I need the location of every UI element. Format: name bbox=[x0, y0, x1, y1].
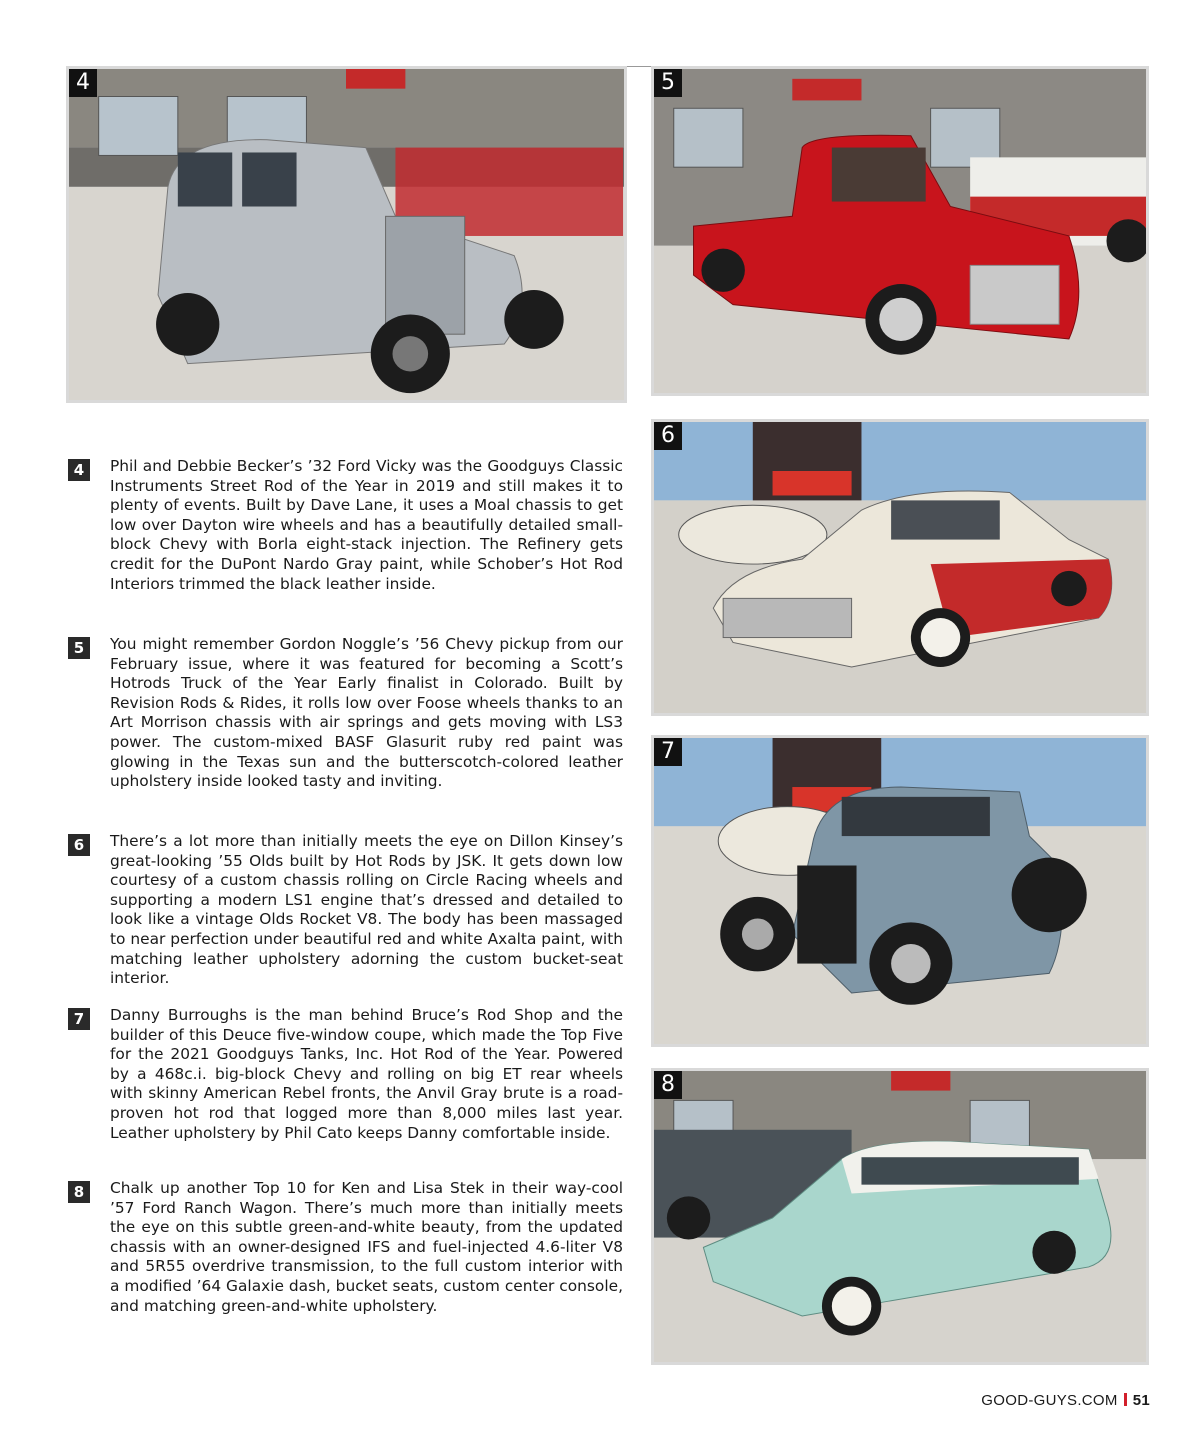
photo-8 bbox=[651, 1068, 1149, 1365]
caption-text: There’s a lot more than initially meets the eye on Dillon Kinsey’s great-looking ’55 Olds built by Hot Rods by JSK. It gets down low courtesy of a custom chassis rolling on Circle Racing wheels and supporting a modern LS1 engine that’s dressed and detailed to look like a vintage Olds Rocket V8. The body has been massaged to near perfection under beautiful red and white Axalta paint, with matching leather upholstery adorning the custom bucket-seat interior. bbox=[110, 832, 623, 988]
car-photo-icon bbox=[654, 69, 1146, 393]
photo-number: 8 bbox=[654, 1071, 682, 1099]
photo-4 bbox=[66, 66, 627, 403]
caption-6 bbox=[68, 832, 623, 989]
site-url: GOOD-GUYS.COM bbox=[981, 1392, 1118, 1409]
car-photo-icon bbox=[654, 738, 1146, 1044]
caption-4 bbox=[68, 457, 623, 594]
photo-number: 7 bbox=[654, 738, 682, 766]
caption-text: Danny Burroughs is the man behind Bruce’s Rod Shop and the builder of this Deuce five-window coupe, which made the Top Five for the 2021 Goodguys Tanks, Inc. Hot Rod of the Year. Powered by a 468c.i. big-block Chevy and rolling on big ET rear wheels with skinny American Rebel fronts, the Anvil Gray brute is a road-proven hot rod that logged more than 8,000 miles last year. Leather upholstery by Phil Cato keeps Danny comfortable inside. bbox=[110, 1006, 623, 1142]
caption-number: 6 bbox=[68, 834, 90, 856]
caption-number: 5 bbox=[68, 637, 90, 659]
caption-number: 7 bbox=[68, 1008, 90, 1030]
caption-text: You might remember Gordon Noggle’s ’56 Chevy pickup from our February issue, where it was featured for becoming a Scott’s Hotrods Truck of the Year Early finalist in Colorado. Built by Revision Rods & Rides, it rolls low over Foose wheels thanks to an Art Morrison chassis with air springs and gets moving with LS3 power. The custom-mixed BASF Glasurit ruby red paint was glowing in the Texas sun and the butterscotch-colored leather upholstery inside looked tasty and inviting. bbox=[110, 635, 623, 791]
caption-number: 8 bbox=[68, 1181, 90, 1203]
caption-text: Phil and Debbie Becker’s ’32 Ford Vicky was the Goodguys Classic Instruments Street Rod of the Year in 2019 and still makes it to plenty of events. Built by Dave Lane, it uses a Moal chassis to get low over Dayton wire wheels and has a beautifully detailed small-block Chevy with Borla eight-stack injection. The Refinery gets credit for the DuPont Nardo Gray paint, while Schober’s Hot Rod Interiors trimmed the black leather inside. bbox=[110, 457, 623, 593]
car-photo-icon bbox=[69, 69, 624, 400]
caption-7 bbox=[68, 1006, 623, 1143]
footer-divider bbox=[1124, 1393, 1127, 1406]
car-photo-icon bbox=[654, 422, 1146, 713]
photo-5 bbox=[651, 66, 1149, 396]
caption-number: 4 bbox=[68, 459, 90, 481]
photo-7 bbox=[651, 735, 1149, 1047]
caption-8 bbox=[68, 1179, 623, 1316]
car-photo-icon bbox=[654, 1071, 1146, 1362]
caption-5 bbox=[68, 635, 623, 792]
photo-6 bbox=[651, 419, 1149, 716]
page-number: 51 bbox=[1132, 1392, 1150, 1409]
caption-text: Chalk up another Top 10 for Ken and Lisa Stek in their way-cool ’57 Ford Ranch Wagon. There’s much more than initially meets the eye on this subtle green-and-white beauty, from the updated chassis with an owner-designed IFS and fuel-injected 4.6-liter V8 and 5R55 overdrive transmission, to the full custom interior with a modified ’64 Galaxie dash, bucket seats, custom center console, and matching green-and-white upholstery. bbox=[110, 1179, 623, 1315]
photo-number: 6 bbox=[654, 422, 682, 450]
photo-number: 5 bbox=[654, 69, 682, 97]
page-footer bbox=[981, 1392, 1150, 1409]
photo-number: 4 bbox=[69, 69, 97, 97]
